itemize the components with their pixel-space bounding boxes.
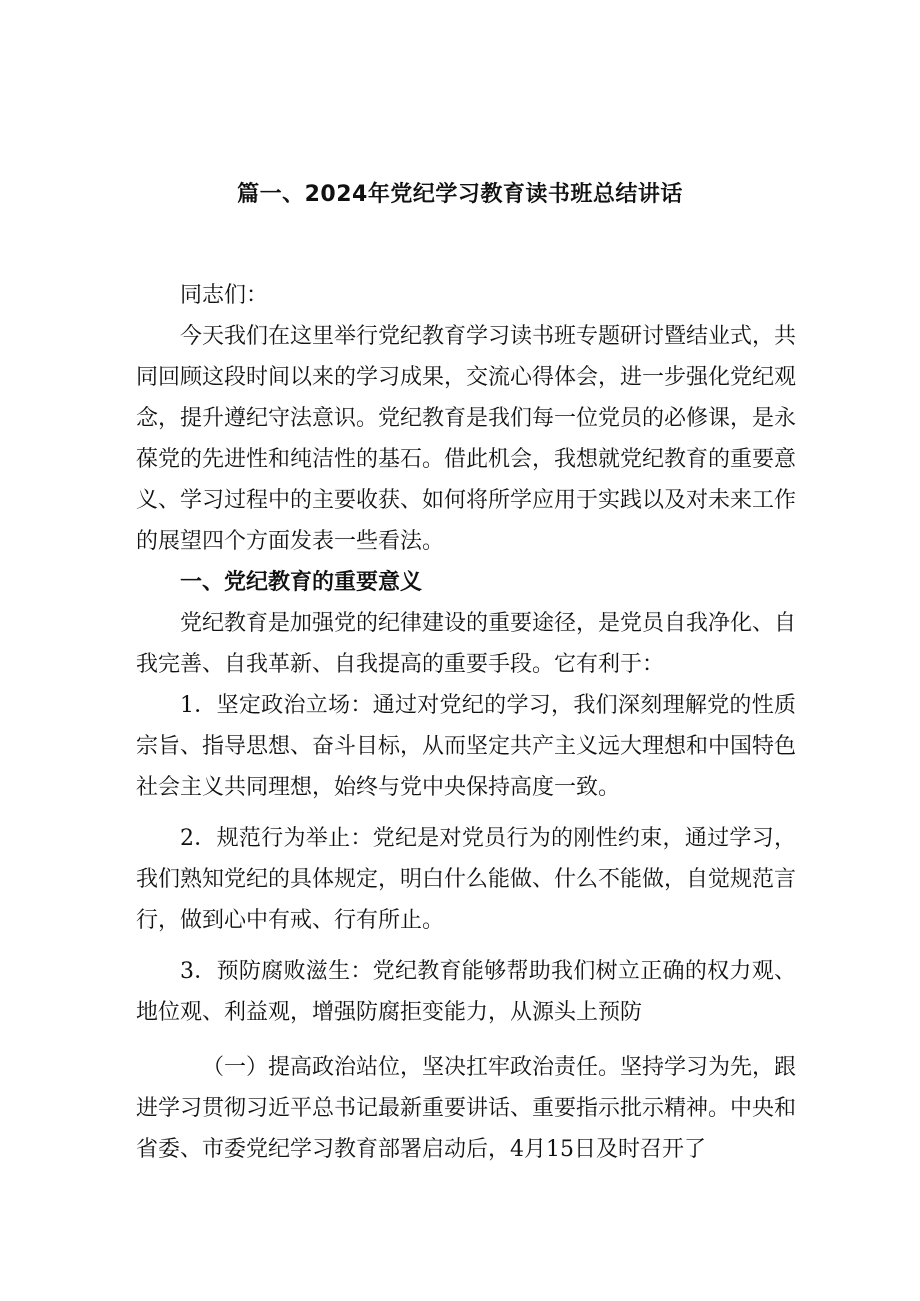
salutation: 同志们：: [180, 283, 269, 308]
section-1-intro-paragraph: 党纪教育是加强党的纪律建设的重要途径，是党员自我净化、自我完善、自我革新、自我提高的重要手段。它有利于：: [136, 611, 797, 677]
document-title: 篇一、2024年党纪学习教育读书班总结讲话: [237, 182, 683, 207]
document-body: [136, 275, 796, 1170]
list-item-2: 2．规范行为举止：党纪是对党员行为的刚性约束，通过学习，我们熟知党纪的具体规定，明白什么能做、什么不能做，自觉规范言行，做到心中有戒、行有所止。: [136, 826, 797, 933]
intro-paragraph: 今天我们在这里举行党纪教育学习读书班专题研讨暨结业式，共同回顾这段时间以来的学习成果，交流心得体会，进一步强化党纪观念，提升遵纪守法意识。党纪教育是我们每一位党员的必修课，是永葆党的先进性和纯洁性的基石。借此机会，我想就党纪教育的重要意义、学习过程中的主要收获、如何将所学应用于实践以及对未来工作的展望四个方面发表一些看法。: [136, 324, 797, 554]
subsection-paragraph-1: （一）提高政治站位，坚决扛牢政治责任。坚持学习为先，跟进学习贯彻习近平总书记最新重要讲话、重要指示批示精神。中央和省委、市委党纪学习教育部署启动后，4月15日及时召开了: [136, 1055, 797, 1162]
list-item-3: 3．预防腐败滋生：党纪教育能够帮助我们树立正确的权力观、地位观、利益观，增强防腐拒变能力，从源头上预防: [136, 959, 796, 1025]
list-item-1: 1．坚定政治立场：通过对党纪的学习，我们深刻理解党的性质宗旨、指导思想、奋斗目标，从而坚定共产主义远大理想和中国特色社会主义共同理想，始终与党中央保持高度一致。: [136, 693, 797, 800]
section-heading-1: 一、党纪教育的重要意义: [180, 570, 423, 595]
